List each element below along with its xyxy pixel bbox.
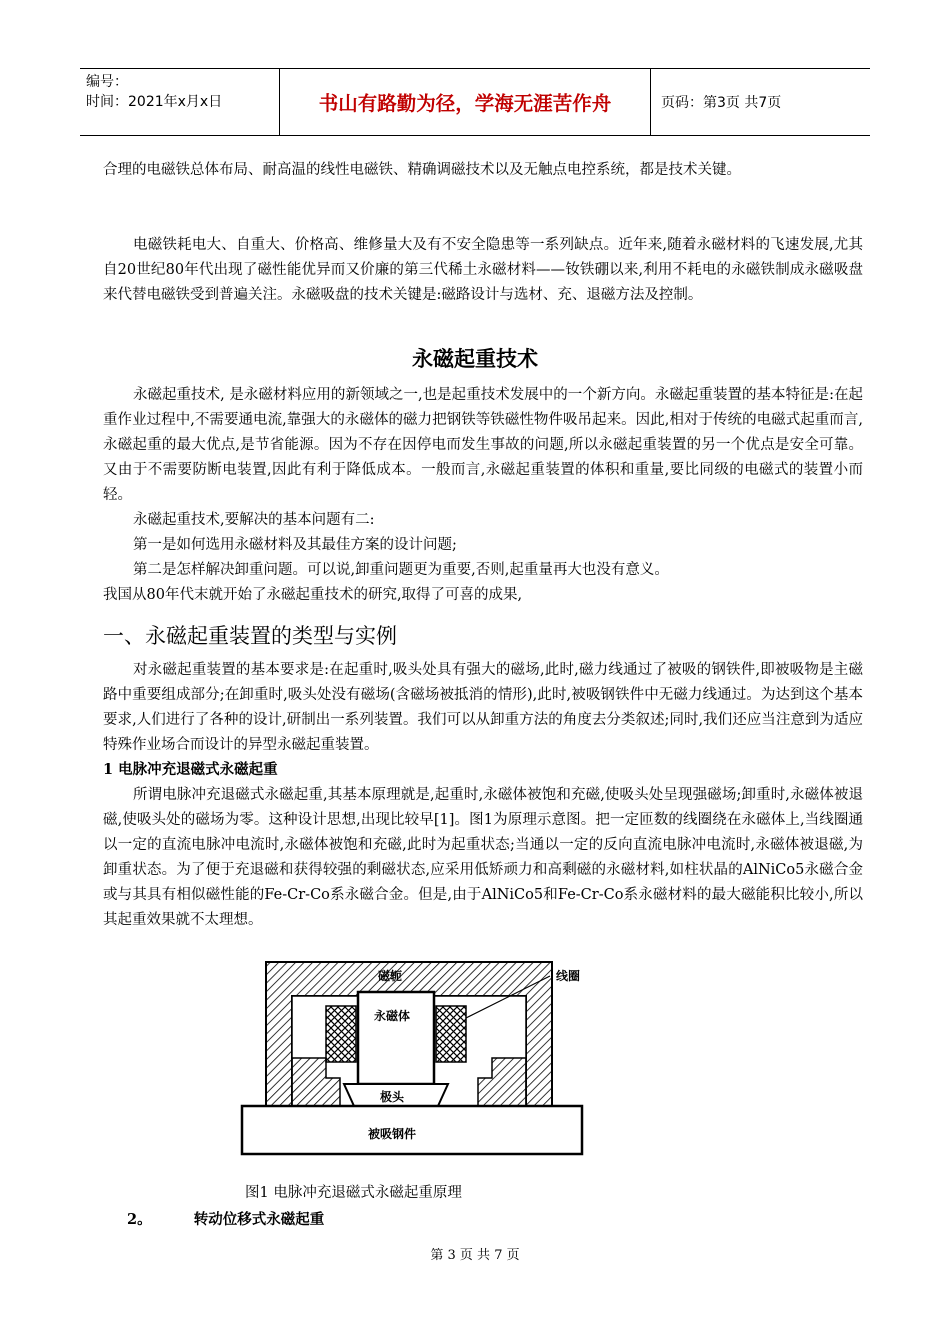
paragraph-0: 合理的电磁铁总体布局、耐高温的线性电磁铁、精确调磁技术以及无触点电控系统，都是技术关键。 <box>103 162 741 178</box>
heading-2a: 1 电脉冲充退磁式永磁起重 <box>103 761 278 778</box>
paragraph-6: 我国从80年代末就开始了永磁起重技术的研究,取得了可喜的成果, <box>103 587 523 603</box>
time-label: 时间：2021年x月x日 <box>86 94 223 110</box>
page-header <box>80 68 870 136</box>
page-footer: 第 3 页 共 7 页 <box>430 1248 520 1263</box>
header-motto: 书山有路勤为径，学海无涯苦作舟 <box>280 69 651 135</box>
paragraph-4: 第一是如何选用永磁材料及其最佳方案的设计问题; <box>133 537 457 553</box>
figure-1-diagram <box>240 958 590 1170</box>
label-workpiece: 被吸钢件 <box>368 1127 417 1141</box>
heading-2b <box>127 1208 324 1229</box>
paragraph-5: 第二是怎样解决卸重问题。可以说,卸重问题更为重要,否则,起重量再大也没有意义。 <box>133 562 669 578</box>
heading-2b-text: 转动位移式永磁起重 <box>193 1211 325 1228</box>
label-coil: 线圈 <box>556 969 581 983</box>
paragraph-7: 对永磁起重装置的基本要求是:在起重时,吸头处具有强大的磁场,此时,磁力线通过了被吸的钢铁件,即被吸物是主磁路中重要组成部分;在卸重时,吸头处没有磁场(含磁场被抵消的情形),此时,被吸钢铁件中无磁力线通过。为达到这个基本要求,人们进行了各种的设计,研制出一系列装置。我们可以从卸重方法的角度去分类叙述;同时,我们还应当注意到为适应特殊作业场合而设计的异型永磁起重装置。 <box>103 662 863 753</box>
header-page-code: 页码：第3页 共7页 <box>661 95 782 111</box>
label-pole: 极头 <box>380 1090 405 1104</box>
coil-right <box>436 1006 466 1062</box>
label-yoke: 磁轭 <box>378 969 403 983</box>
heading-1: 一、永磁起重装置的类型与实例 <box>103 624 397 648</box>
label-magnet: 永磁体 <box>374 1009 411 1023</box>
number-label: 编号： <box>86 74 128 90</box>
paragraph-8: 所谓电脉冲充退磁式永磁起重,其基本原理就是,起重时,永磁体被饱和充磁,使吸头处呈现强磁场;卸重时,永磁体被退磁,使吸头处的磁场为零。这种设计思想,出现比较早[1]。图1为原理示意图。把一定匝数的线圈绕在永磁体上,当线圈通以一定的直流电脉冲电流时,永磁体被饱和充磁,此时为起重状态;当通以一定的反向直流电脉冲电流时,永磁体被退磁,为卸重状态。为了便于充退磁和获得较强的剩磁状态,应采用低矫顽力和高剩磁的永磁材料,如柱状晶的AlNiCo5永磁合金或与其具有相似磁性能的Fe-Cr-Co系永磁合金。但是,由于AlNiCo5和Fe-Cr-Co系永磁材料的最大磁能积比较小,所以其起重效果就不太理想。 <box>103 787 863 928</box>
coil-left <box>326 1006 356 1062</box>
paragraph-2: 永磁起重技术, 是永磁材料应用的新领域之一,也是起重技术发展中的一个新方向。永磁起重装置的基本特征是:在起重作业过程中,不需要通电流,靠强大的永磁体的磁力把钢铁等铁磁性物件吸吊起来。因此,相对于传统的电磁式起重而言,永磁起重的最大优点,是节省能源。因为不存在因停电而发生事故的问题,所以永磁起重装置的另一个优点是安全可靠。又由于不需要防断电装置,因此有利于降低成本。一般而言,永磁起重装置的体积和重量,要比同级的电磁式的装置小而轻。 <box>103 387 863 503</box>
section-title: 永磁起重技术 <box>412 347 538 371</box>
header-meta <box>80 69 280 135</box>
paragraph-1: 电磁铁耗电大、自重大、价格高、维修量大及有不安全隐患等一系列缺点。近年来,随着永磁材料的飞速发展,尤其自20世纪80年代出现了磁性能优异而又价廉的第三代稀土永磁材料——钕铁硼以来,利用不耗电的永磁铁制成永磁吸盘来代替电磁铁受到普遍关注。永磁吸盘的技术关键是:磁路设计与选材、充、退磁方法及控制。 <box>103 237 863 303</box>
magnet-block <box>358 992 434 1084</box>
heading-2b-number: 2。 <box>127 1211 152 1228</box>
paragraph-3: 永磁起重技术,要解决的基本问题有二: <box>133 512 375 528</box>
figure-caption: 图1 电脉冲充退磁式永磁起重原理 <box>245 1185 462 1201</box>
